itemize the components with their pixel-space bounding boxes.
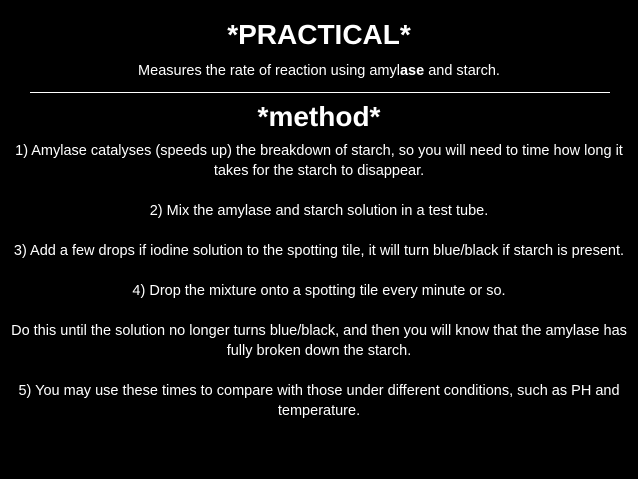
slide-subtitle: [0, 62, 638, 80]
method-steps-list: [8, 141, 630, 421]
divider-line: [30, 92, 610, 93]
subtitle-text-end: and starch.: [424, 63, 500, 79]
method-step-1: 1) Amylase catalyses (speeds up) the breakdown of starch, so you will need to time how long it takes for the starch to disappear.: [15, 143, 623, 179]
method-step-note: Do this until the solution no longer turns blue/black, and then you will know that the amylase has fully broken down the starch.: [11, 323, 627, 359]
method-step-4: 4) Drop the mixture onto a spotting tile every minute or so.: [132, 283, 506, 299]
method-step-2: 2) Mix the amylase and starch solution in a test tube.: [149, 203, 489, 219]
subtitle-bold-text: ase: [399, 63, 425, 79]
step-spacer: [8, 261, 630, 281]
subtitle-text-start: Measures the rate of reaction using amyl: [138, 63, 400, 79]
method-step-3: 3) Add a few drops if iodine solution to the spotting tile, it will turn blue/black if starch is present.: [13, 243, 625, 259]
method-step-5: 5) You may use these times to compare with those under different conditions, such as PH and temperature.: [18, 383, 620, 419]
step-spacer: [8, 301, 630, 321]
slide-title: *PRACTICAL*: [227, 19, 411, 50]
step-spacer: [8, 221, 630, 241]
step-spacer: [8, 181, 630, 201]
method-heading: *method*: [257, 101, 381, 132]
step-spacer: [8, 361, 630, 381]
